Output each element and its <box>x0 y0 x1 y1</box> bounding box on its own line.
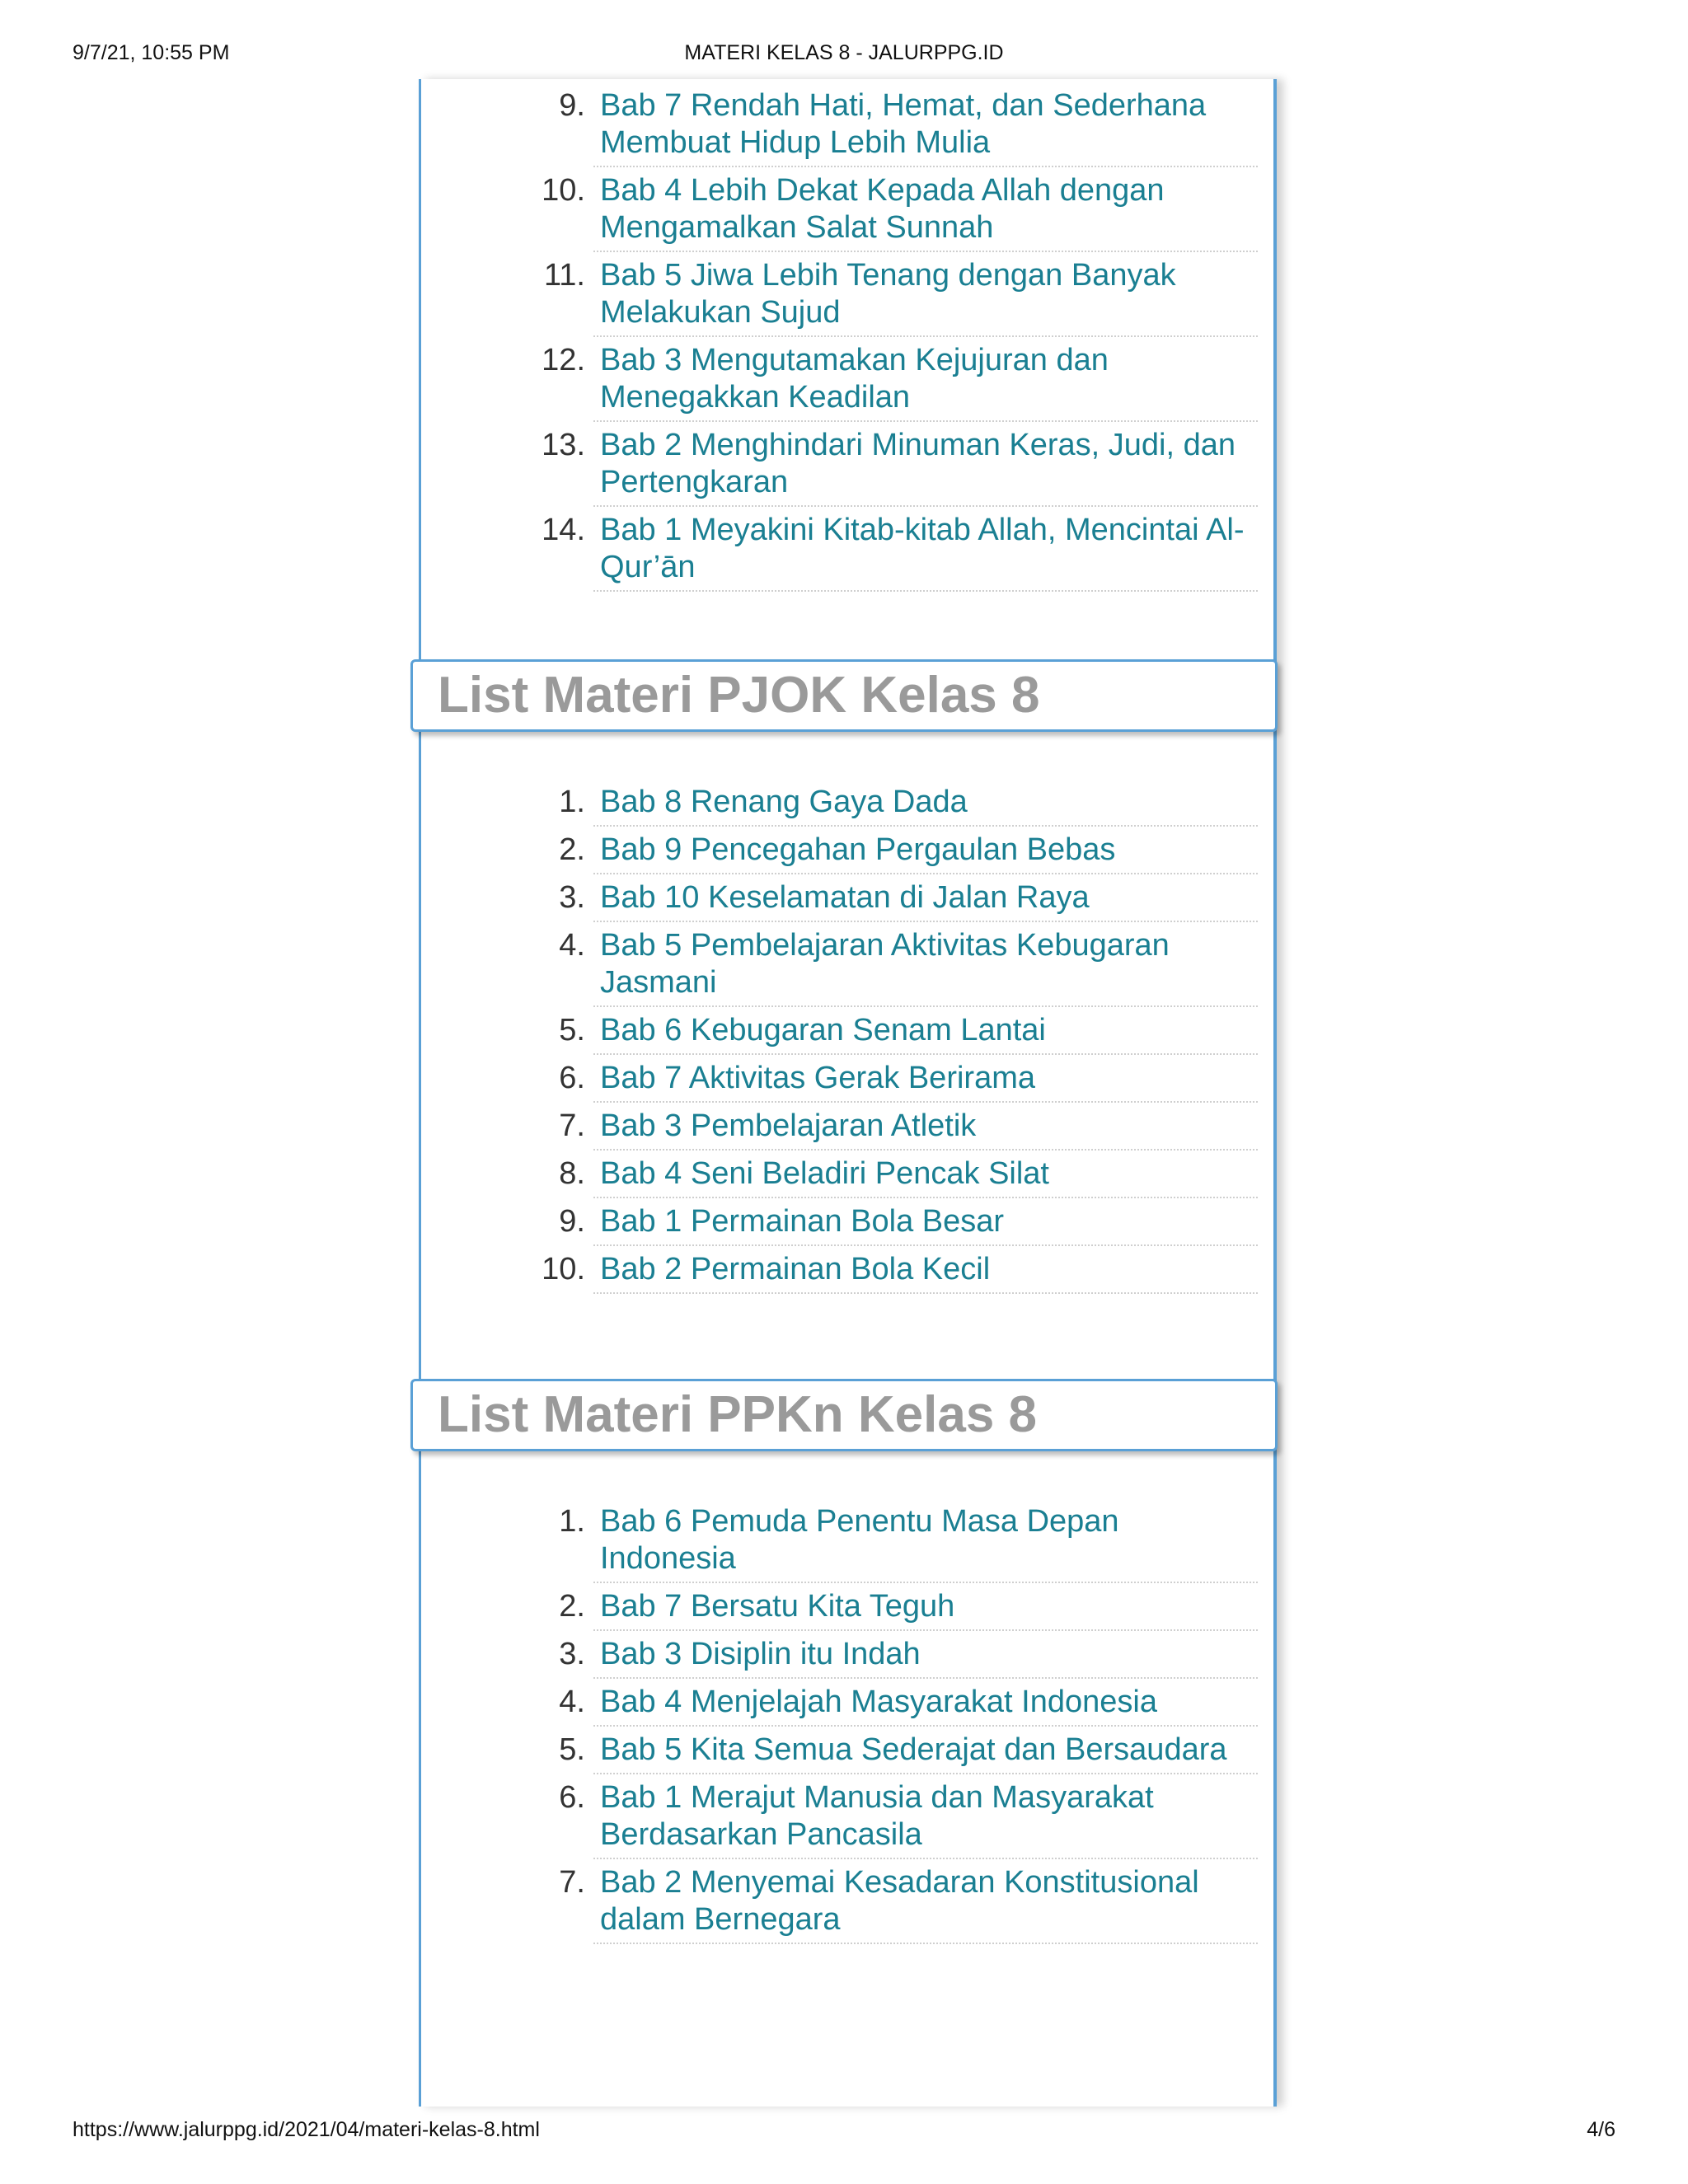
print-datetime: 9/7/21, 10:55 PM <box>73 41 230 64</box>
list-item-number: 1. <box>559 785 585 819</box>
list-item <box>495 874 1261 922</box>
list-item <box>495 1498 1261 1583</box>
materi-link[interactable]: Bab 3 Disiplin itu Indah <box>600 1637 921 1671</box>
section-heading-ppkn <box>410 1379 1278 1451</box>
materi-link[interactable]: Bab 5 Kita Semua Sederajat dan Bersaudara <box>600 1732 1227 1767</box>
list-item-number: 3. <box>559 1637 585 1671</box>
print-url: https://www.jalurppg.id/2021/04/materi-kelas-8.html <box>73 2118 540 2141</box>
list-item <box>495 167 1261 252</box>
materi-link[interactable]: Bab 3 Pembelajaran Atletik <box>600 1108 977 1143</box>
list-item <box>495 82 1261 167</box>
list-item <box>495 1583 1261 1631</box>
materi-link[interactable]: Bab 2 Menghindari Minuman Keras, Judi, dan Pertengkaran <box>600 428 1236 499</box>
list-item <box>495 1055 1261 1103</box>
list-item <box>495 1631 1261 1679</box>
section-title: List Materi PJOK Kelas 8 <box>438 667 1040 724</box>
list-item-number: 6. <box>559 1780 585 1815</box>
pjok-materi-list <box>495 779 1261 1294</box>
list-item-number: 11. <box>543 258 585 293</box>
print-page-number: 4/6 <box>1587 2118 1615 2141</box>
list-item <box>495 827 1261 874</box>
list-item-number: 5. <box>559 1013 585 1047</box>
list-item <box>495 1151 1261 1198</box>
list-item-number: 10. <box>542 173 585 208</box>
list-item-number: 7. <box>559 1108 585 1143</box>
list-item <box>495 1198 1261 1246</box>
list-item <box>495 1859 1261 1944</box>
list-item <box>495 422 1261 507</box>
materi-link[interactable]: Bab 2 Permainan Bola Kecil <box>600 1252 991 1286</box>
materi-link[interactable]: Bab 2 Menyemai Kesadaran Konstitusional dalam Bernegara <box>600 1865 1199 1937</box>
materi-link[interactable]: Bab 5 Jiwa Lebih Tenang dengan Banyak Melakukan Sujud <box>600 258 1176 330</box>
materi-link[interactable]: Bab 4 Lebih Dekat Kepada Allah dengan Mengamalkan Salat Sunnah <box>600 173 1165 245</box>
list-item-number: 9. <box>559 1204 585 1239</box>
pai-materi-list <box>495 82 1261 592</box>
list-item-number: 7. <box>559 1865 585 1900</box>
materi-link[interactable]: Bab 6 Kebugaran Senam Lantai <box>600 1013 1046 1047</box>
list-item-number: 2. <box>559 1589 585 1624</box>
list-item-number: 8. <box>559 1156 585 1191</box>
list-item-number: 3. <box>559 880 585 915</box>
materi-link[interactable]: Bab 1 Merajut Manusia dan Masyarakat Berdasarkan Pancasila <box>600 1780 1154 1852</box>
materi-link[interactable]: Bab 7 Aktivitas Gerak Berirama <box>600 1061 1035 1095</box>
list-item <box>495 337 1261 422</box>
list-item <box>495 922 1261 1007</box>
list-item <box>495 1679 1261 1727</box>
list-item <box>495 1007 1261 1055</box>
materi-link[interactable]: Bab 8 Renang Gaya Dada <box>600 785 968 819</box>
list-item-number: 13. <box>542 428 585 462</box>
list-item-number: 5. <box>559 1732 585 1767</box>
materi-link[interactable]: Bab 7 Bersatu Kita Teguh <box>600 1589 955 1624</box>
section-heading-pjok <box>410 659 1278 732</box>
ppkn-materi-list <box>495 1498 1261 1944</box>
list-item <box>495 1727 1261 1774</box>
list-item <box>495 507 1261 592</box>
list-item-number: 6. <box>559 1061 585 1095</box>
list-item <box>495 779 1261 827</box>
list-item-number: 1. <box>559 1504 585 1539</box>
materi-link[interactable]: Bab 3 Mengutamakan Kejujuran dan Menegakkan Keadilan <box>600 343 1109 415</box>
materi-link[interactable]: Bab 6 Pemuda Penentu Masa Depan Indonesia <box>600 1504 1119 1576</box>
materi-link[interactable]: Bab 1 Meyakini Kitab-kitab Allah, Mencintai Al-Qur’ān <box>600 513 1245 584</box>
materi-link[interactable]: Bab 7 Rendah Hati, Hemat, dan Sederhana Membuat Hidup Lebih Mulia <box>600 88 1207 160</box>
materi-link[interactable]: Bab 1 Permainan Bola Besar <box>600 1204 1005 1239</box>
list-item-number: 2. <box>559 832 585 867</box>
materi-link[interactable]: Bab 9 Pencegahan Pergaulan Bebas <box>600 832 1116 867</box>
materi-link[interactable]: Bab 4 Seni Beladiri Pencak Silat <box>600 1156 1049 1191</box>
list-item-number: 10. <box>542 1252 585 1286</box>
materi-link[interactable]: Bab 5 Pembelajaran Aktivitas Kebugaran Jasmani <box>600 928 1170 1000</box>
list-item <box>495 252 1261 337</box>
list-item-number: 4. <box>559 1685 585 1719</box>
list-item-number: 12. <box>542 343 585 377</box>
list-item-number: 9. <box>559 88 585 123</box>
list-item-number: 14. <box>542 513 585 547</box>
section-title: List Materi PPKn Kelas 8 <box>438 1386 1038 1443</box>
list-item-number: 4. <box>559 928 585 963</box>
materi-link[interactable]: Bab 4 Menjelajah Masyarakat Indonesia <box>600 1685 1157 1719</box>
list-item <box>495 1774 1261 1859</box>
list-item <box>495 1103 1261 1151</box>
materi-link[interactable]: Bab 10 Keselamatan di Jalan Raya <box>600 880 1090 915</box>
print-page-title: MATERI KELAS 8 - JALURPPG.ID <box>684 41 1004 64</box>
list-item <box>495 1246 1261 1294</box>
